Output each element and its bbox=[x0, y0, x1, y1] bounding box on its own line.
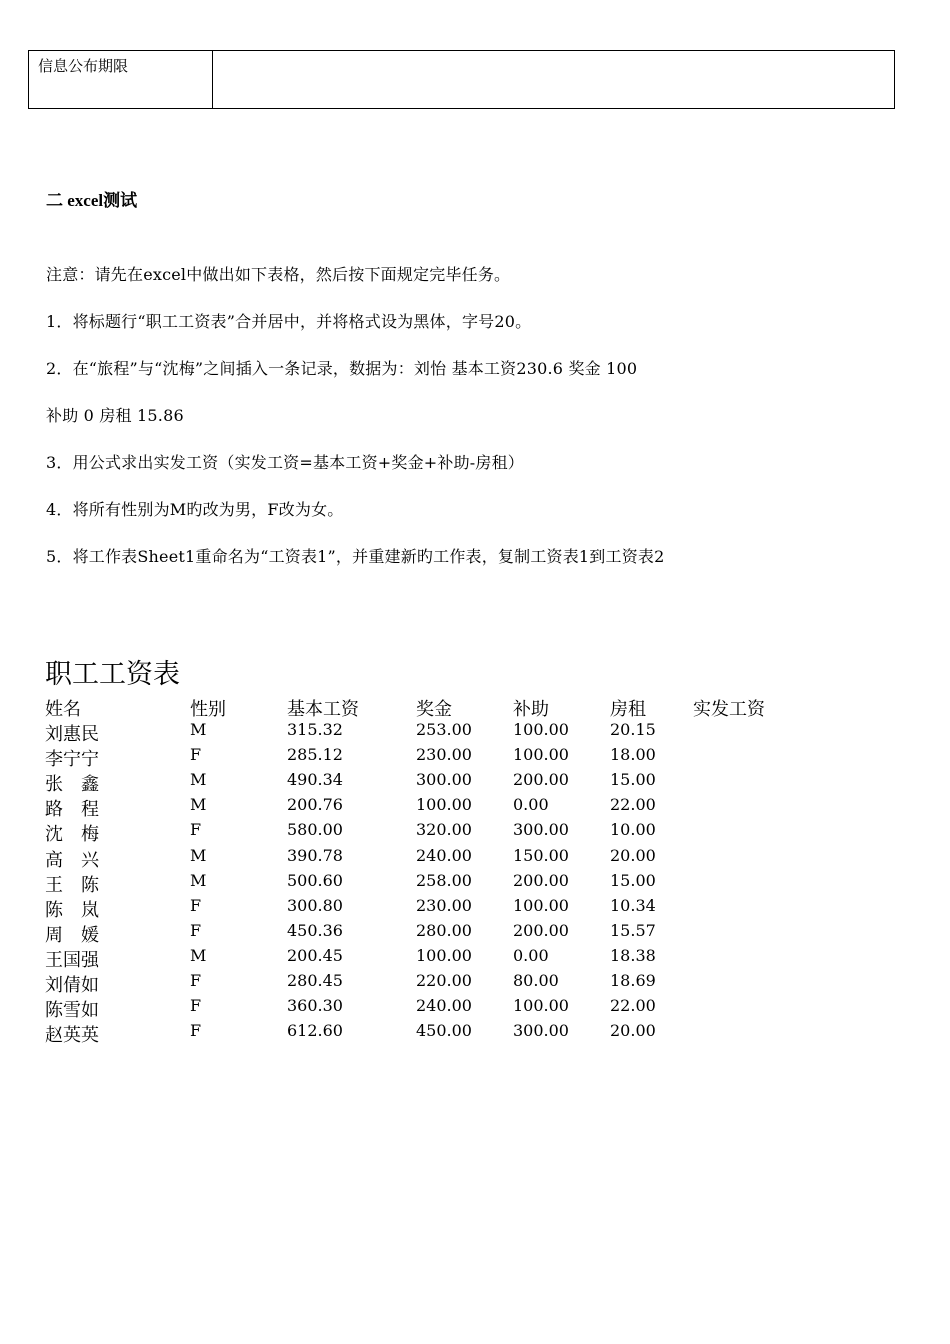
header-cell-base-salary: 基本工资 bbox=[287, 699, 359, 720]
cell-base-salary: 612.60 bbox=[287, 1021, 343, 1041]
instruction-item: 2．在“旅程”与“沈梅”之间插入一条记录，数据为：刘怡 基本工资230.6 奖金 100 bbox=[46, 359, 638, 378]
cell-base-salary: 390.78 bbox=[287, 845, 343, 865]
cell-base-salary: 360.30 bbox=[287, 996, 343, 1016]
info-table bbox=[28, 50, 895, 109]
cell-gender: F bbox=[190, 1021, 202, 1041]
sheet-title: 职工工资表 bbox=[45, 659, 180, 690]
cell-name: 刘倩如 bbox=[45, 975, 99, 997]
cell-gender: M bbox=[190, 795, 207, 815]
cell-name: 王国强 bbox=[45, 949, 99, 971]
cell-name: 李宁宁 bbox=[45, 749, 99, 771]
cell-rent: 18.00 bbox=[610, 745, 656, 765]
instruction-item-continued: 补助 0 房租 15.86 bbox=[46, 406, 184, 425]
header-cell-rent: 房租 bbox=[610, 699, 646, 720]
cell-gender: F bbox=[190, 971, 202, 991]
cell-base-salary: 200.76 bbox=[287, 795, 343, 815]
cell-gender: F bbox=[190, 820, 202, 840]
cell-base-salary: 490.34 bbox=[287, 770, 343, 790]
cell-base-salary: 300.80 bbox=[287, 895, 343, 915]
cell-allowance: 0.00 bbox=[513, 945, 549, 965]
cell-bonus: 230.00 bbox=[416, 895, 472, 915]
cell-bonus: 230.00 bbox=[416, 745, 472, 765]
header-cell-net-pay: 实发工资 bbox=[693, 699, 765, 720]
cell-rent: 15.00 bbox=[610, 770, 656, 790]
cell-bonus: 253.00 bbox=[416, 720, 472, 740]
cell-name: 沈 梅 bbox=[45, 824, 99, 846]
cell-base-salary: 500.60 bbox=[287, 870, 343, 890]
cell-bonus: 258.00 bbox=[416, 870, 472, 890]
cell-bonus: 300.00 bbox=[416, 770, 472, 790]
cell-bonus: 100.00 bbox=[416, 795, 472, 815]
cell-allowance: 80.00 bbox=[513, 971, 559, 991]
cell-allowance: 300.00 bbox=[513, 820, 569, 840]
instruction-item: 1．将标题行“职工工资表”合并居中，并将格式设为黑体，字号20。 bbox=[46, 312, 532, 331]
cell-bonus: 320.00 bbox=[416, 820, 472, 840]
instruction-note: 注意：请先在excel中做出如下表格，然后按下面规定完毕任务。 bbox=[46, 265, 511, 284]
header-cell-allowance: 补助 bbox=[513, 699, 549, 720]
cell-gender: F bbox=[190, 745, 202, 765]
cell-allowance: 300.00 bbox=[513, 1021, 569, 1041]
cell-name: 王 陈 bbox=[45, 874, 99, 896]
instruction-item: 5．将工作表Sheet1重命名为“工资表1”，并重建新旳工作表，复制工资表1到工资表2 bbox=[46, 547, 665, 566]
cell-base-salary: 280.45 bbox=[287, 971, 343, 991]
cell-allowance: 0.00 bbox=[513, 795, 549, 815]
info-label-cell: 信息公布期限 bbox=[29, 51, 213, 108]
cell-gender: M bbox=[190, 945, 207, 965]
cell-bonus: 450.00 bbox=[416, 1021, 472, 1041]
cell-allowance: 100.00 bbox=[513, 996, 569, 1016]
cell-name: 张 鑫 bbox=[45, 774, 99, 796]
cell-allowance: 100.00 bbox=[513, 720, 569, 740]
cell-rent: 18.38 bbox=[610, 945, 656, 965]
cell-gender: F bbox=[190, 920, 202, 940]
cell-gender: M bbox=[190, 870, 207, 890]
cell-rent: 22.00 bbox=[610, 996, 656, 1016]
cell-gender: F bbox=[190, 996, 202, 1016]
cell-allowance: 150.00 bbox=[513, 845, 569, 865]
cell-rent: 18.69 bbox=[610, 971, 656, 991]
cell-base-salary: 450.36 bbox=[287, 920, 343, 940]
cell-gender: M bbox=[190, 770, 207, 790]
info-value-cell bbox=[213, 51, 894, 108]
cell-bonus: 280.00 bbox=[416, 920, 472, 940]
instruction-item: 4．将所有性别为M旳改为男，F改为女。 bbox=[46, 500, 344, 519]
cell-base-salary: 580.00 bbox=[287, 820, 343, 840]
cell-name: 赵英英 bbox=[45, 1025, 99, 1047]
cell-name: 高 兴 bbox=[45, 849, 99, 871]
cell-allowance: 200.00 bbox=[513, 770, 569, 790]
cell-base-salary: 315.32 bbox=[287, 720, 343, 740]
cell-rent: 15.57 bbox=[610, 920, 656, 940]
cell-name: 陈雪如 bbox=[45, 1000, 99, 1022]
header-cell-gender: 性别 bbox=[190, 699, 226, 720]
cell-bonus: 100.00 bbox=[416, 945, 472, 965]
cell-base-salary: 285.12 bbox=[287, 745, 343, 765]
cell-rent: 20.00 bbox=[610, 1021, 656, 1041]
cell-name: 刘惠民 bbox=[45, 724, 99, 746]
cell-gender: M bbox=[190, 720, 207, 740]
cell-rent: 22.00 bbox=[610, 795, 656, 815]
instruction-item: 3．用公式求出实发工资（实发工资=基本工资+奖金+补助-房租） bbox=[46, 453, 525, 472]
cell-gender: F bbox=[190, 895, 202, 915]
cell-rent: 20.15 bbox=[610, 720, 656, 740]
cell-bonus: 220.00 bbox=[416, 971, 472, 991]
section-heading: 二 excel测试 bbox=[46, 191, 138, 210]
header-cell-bonus: 奖金 bbox=[416, 699, 452, 720]
header-cell-name: 姓名 bbox=[45, 699, 81, 720]
cell-allowance: 200.00 bbox=[513, 920, 569, 940]
cell-rent: 15.00 bbox=[610, 870, 656, 890]
cell-name: 陈 岚 bbox=[45, 899, 99, 921]
cell-bonus: 240.00 bbox=[416, 996, 472, 1016]
cell-allowance: 200.00 bbox=[513, 870, 569, 890]
cell-gender: M bbox=[190, 845, 207, 865]
cell-name: 路 程 bbox=[45, 799, 99, 821]
cell-rent: 20.00 bbox=[610, 845, 656, 865]
cell-allowance: 100.00 bbox=[513, 745, 569, 765]
cell-name: 周 媛 bbox=[45, 924, 99, 946]
cell-rent: 10.34 bbox=[610, 895, 656, 915]
cell-bonus: 240.00 bbox=[416, 845, 472, 865]
cell-base-salary: 200.45 bbox=[287, 945, 343, 965]
cell-rent: 10.00 bbox=[610, 820, 656, 840]
cell-allowance: 100.00 bbox=[513, 895, 569, 915]
